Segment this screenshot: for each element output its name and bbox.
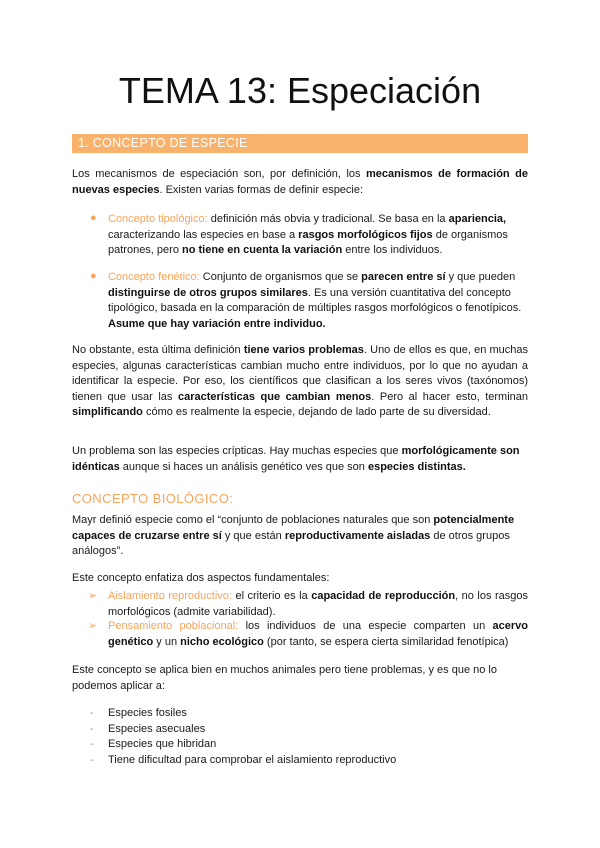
aspect-aislamiento: ➢ Aislamiento reproductivo: el criterio es la capacidad de reproducción, no los rasgos morfológicos (admite variabilidad). <box>88 590 528 618</box>
aspects-intro: Este concepto enfatiza dos aspectos fundamentales: <box>72 572 330 584</box>
list-item: - Especies que hibridan <box>90 738 217 750</box>
bullet-dot-icon: ● <box>90 270 97 282</box>
page-title: TEMA 13: Especiación <box>118 70 482 111</box>
arrow-icon: ➢ <box>88 590 98 602</box>
section-banner <box>72 134 528 153</box>
cryptic-species-paragraph: Un problema son las especies crípticas. Hay muchas especies que morfológicamente son idénticas aunque si haces un análisis genético ves que son especies distintas. <box>72 445 520 473</box>
list-item: - Tiene dificultad para comprobar el aislamiento reproductivo <box>90 753 397 766</box>
bullet-dot-icon: ● <box>90 212 97 224</box>
problems-paragraph: No obstante, esta última definición tiene varios problemas. Uno de ellos es que, en muchas especies, algunas características cambian mucho entre individuos, por lo que no ayudan a identificar la especie. Por eso, los científicos que clasifican a los seres vivos (taxónomos) tienen que usar las características que cambian menos. Pero al hacer esto, terminan simplificando cómo es realmente la especie, dejando de lado parte de su diversidad. <box>72 344 528 418</box>
arrow-icon: ➢ <box>88 620 98 632</box>
intro-paragraph: Los mecanismos de especiación son, por definición, los mecanismos de formación de nuevas especies. Existen varias formas de definir especie: <box>72 168 528 196</box>
bullet-fenetico: ● Concepto fenético: Conjunto de organismos que se parecen entre sí y que pueden distinguirse de otros grupos similares. Es una versión cuantitativa del concepto tipológico, basada en la comparación de múltiples rasgos morfológicos o fenotípicos. Asume que hay variación entre individuo. <box>90 270 522 330</box>
subheading-biologico: CONCEPTO BIOLÓGICO: <box>72 491 234 506</box>
problem-list <box>90 706 528 768</box>
list-item: - Especies asecuales <box>90 722 206 735</box>
aspect-poblacional: ➢ Pensamiento poblacional: los individuos de una especie comparten un acervo genético y un nicho ecológico (por tanto, se espera cierta similaridad fenotípica) <box>88 620 528 648</box>
section-heading: 1. CONCEPTO DE ESPECIE <box>78 136 248 150</box>
mayr-paragraph: Mayr definió especie como el “conjunto de poblaciones naturales que son potencialmente capaces de cruzarse entre sí y que están reproductivamente aisladas de otros grupos análogos”. <box>72 514 515 557</box>
list-item: - Especies fosiles <box>90 707 187 719</box>
bullet-tipologico: ● Concepto tipológico: definición más obvia y tradicional. Se basa en la apariencia, caracterizando las especies en base a rasgos morfológicos fijos de organismos patrones, pero no tiene en cuenta la variación entre los individuos. <box>90 212 508 256</box>
problems-intro: Este concepto se aplica bien en muchos animales pero tiene problemas, y es que no lo podemos aplicar a: <box>72 664 497 692</box>
